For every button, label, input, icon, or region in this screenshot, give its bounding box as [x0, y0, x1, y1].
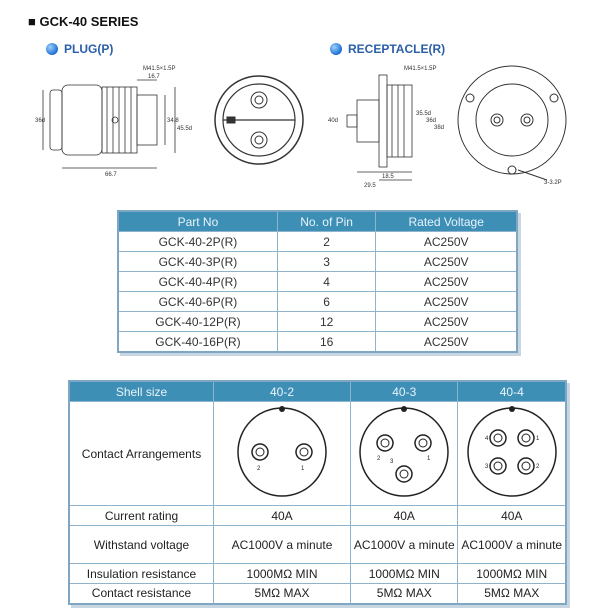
- receptacle-dim-left: 40d: [328, 118, 339, 124]
- voltage-cell: AC250V: [376, 232, 517, 252]
- plug-front: [137, 95, 157, 145]
- plug-dim-dia2: 45.5d: [177, 126, 193, 132]
- table-row: [69, 564, 566, 584]
- receptacle-thread-label: M41.5×1.5P: [404, 66, 437, 72]
- part-number-table: [117, 210, 518, 353]
- voltage-cell: AC250V: [376, 252, 517, 272]
- receptacle-label: RECEPTACLE(R): [348, 42, 446, 56]
- plug-dim-d1: 16.7: [148, 74, 160, 80]
- arrangement-40-3: [351, 402, 458, 506]
- bullet-icon: [330, 43, 342, 55]
- receptacle-side-drawing: [322, 60, 447, 190]
- header-part-no: Part No: [118, 211, 277, 232]
- part-table-header-row: [118, 211, 517, 232]
- pin-label: 3: [484, 464, 489, 470]
- receptacle-dim-dia2: 36d: [426, 118, 437, 124]
- row-label: Contact resistance: [69, 584, 214, 604]
- value-cell: 1000MΩ MIN: [214, 564, 351, 584]
- shell-spec-table: [68, 380, 567, 605]
- table-row: [118, 332, 517, 353]
- receptacle-holes-label: 3-3.2P: [544, 180, 562, 186]
- pin-count-cell: 4: [277, 272, 376, 292]
- value-cell: 1000MΩ MIN: [458, 564, 566, 584]
- pin-count-cell: 3: [277, 252, 376, 272]
- table-row: [118, 312, 517, 332]
- value-cell: AC1000V a minute: [351, 526, 458, 564]
- pin-label: 2: [377, 456, 381, 462]
- part-no-cell: GCK-40-16P(R): [118, 332, 277, 353]
- value-cell: 40A: [351, 506, 458, 526]
- row-label: Withstand voltage: [69, 526, 214, 564]
- part-no-cell: GCK-40-12P(R): [118, 312, 277, 332]
- pin-count-cell: 2: [277, 232, 376, 252]
- value-cell: 40A: [214, 506, 351, 526]
- arrangement-40-2: [214, 402, 351, 506]
- part-no-cell: GCK-40-4P(R): [118, 272, 277, 292]
- receptacle-dim-d2: 29.5: [364, 183, 376, 189]
- table-row: [118, 292, 517, 312]
- series-title-text: GCK-40 SERIES: [39, 14, 139, 29]
- value-cell: 40A: [458, 506, 566, 526]
- contact-arrangements-label: Contact Arrangements: [69, 402, 214, 506]
- arrangement-4-diagram: [465, 405, 559, 499]
- plug-section-label: [46, 42, 113, 56]
- table-row: [69, 584, 566, 604]
- receptacle-rear: [357, 100, 379, 142]
- receptacle-flange: [379, 75, 387, 167]
- header-40-3: 40-3: [351, 381, 458, 402]
- table-row: [69, 526, 566, 564]
- table-row: [69, 506, 566, 526]
- pin-label: 2: [257, 466, 261, 472]
- value-cell: AC1000V a minute: [214, 526, 351, 564]
- receptacle-dim-dia3: 38d: [434, 125, 445, 131]
- plug-side-drawing: [35, 60, 215, 190]
- contact-arrangement-row: [69, 402, 566, 506]
- value-cell: 5MΩ MAX: [458, 584, 566, 604]
- pin-count-cell: 6: [277, 292, 376, 312]
- voltage-cell: AC250V: [376, 332, 517, 353]
- plug-rear-nut: [50, 90, 62, 150]
- header-rated-voltage: Rated Voltage: [376, 211, 517, 232]
- part-no-cell: GCK-40-3P(R): [118, 252, 277, 272]
- voltage-cell: AC250V: [376, 272, 517, 292]
- pin-label: 4: [484, 436, 489, 442]
- bullet-icon: [46, 43, 58, 55]
- value-cell: AC1000V a minute: [458, 526, 566, 564]
- plug-front-drawing: [213, 74, 305, 166]
- header-40-2: 40-2: [214, 381, 351, 402]
- pin-label: 1: [427, 456, 431, 462]
- plug-dim-left: 36d: [35, 118, 46, 124]
- table-row: [118, 272, 517, 292]
- voltage-cell: AC250V: [376, 312, 517, 332]
- arrangement-40-4: [458, 402, 566, 506]
- pin-label: 3: [390, 459, 394, 465]
- table-row: [118, 252, 517, 272]
- series-title: ■ GCK-40 SERIES: [28, 14, 139, 29]
- value-cell: 1000MΩ MIN: [351, 564, 458, 584]
- receptacle-section-label: [330, 42, 445, 56]
- shell-table-header-row: [69, 381, 566, 402]
- part-no-cell: GCK-40-6P(R): [118, 292, 277, 312]
- table-row: [118, 232, 517, 252]
- plug-body: [62, 85, 102, 155]
- plug-thread-label: M41.5×1.5P: [143, 66, 176, 72]
- pin-count-cell: 12: [277, 312, 376, 332]
- arrangement-3-diagram: [357, 405, 451, 499]
- row-label: Current rating: [69, 506, 214, 526]
- voltage-cell: AC250V: [376, 292, 517, 312]
- value-cell: 5MΩ MAX: [214, 584, 351, 604]
- pin-label: 1: [535, 436, 540, 442]
- arrangement-2-diagram: [235, 405, 329, 499]
- receptacle-front-drawing: [452, 62, 572, 187]
- plug-dim-d2: 66.7: [105, 172, 117, 178]
- pin-count-cell: 16: [277, 332, 376, 353]
- plug-label: PLUG(P): [64, 42, 114, 56]
- pin-label: 1: [301, 466, 305, 472]
- value-cell: 5MΩ MAX: [351, 584, 458, 604]
- plug-dim-dia1: 34.8: [167, 118, 179, 124]
- receptacle-front: [387, 85, 412, 157]
- receptacle-dim-dia1: 35.5d: [416, 111, 432, 117]
- receptacle-dim-d1: 18.5: [382, 174, 394, 180]
- row-label: Insulation resistance: [69, 564, 214, 584]
- header-40-4: 40-4: [458, 381, 566, 402]
- pin-label: 2: [535, 464, 540, 470]
- part-no-cell: GCK-40-2P(R): [118, 232, 277, 252]
- header-shell-size: Shell size: [69, 381, 214, 402]
- header-pin-count: No. of Pin: [277, 211, 376, 232]
